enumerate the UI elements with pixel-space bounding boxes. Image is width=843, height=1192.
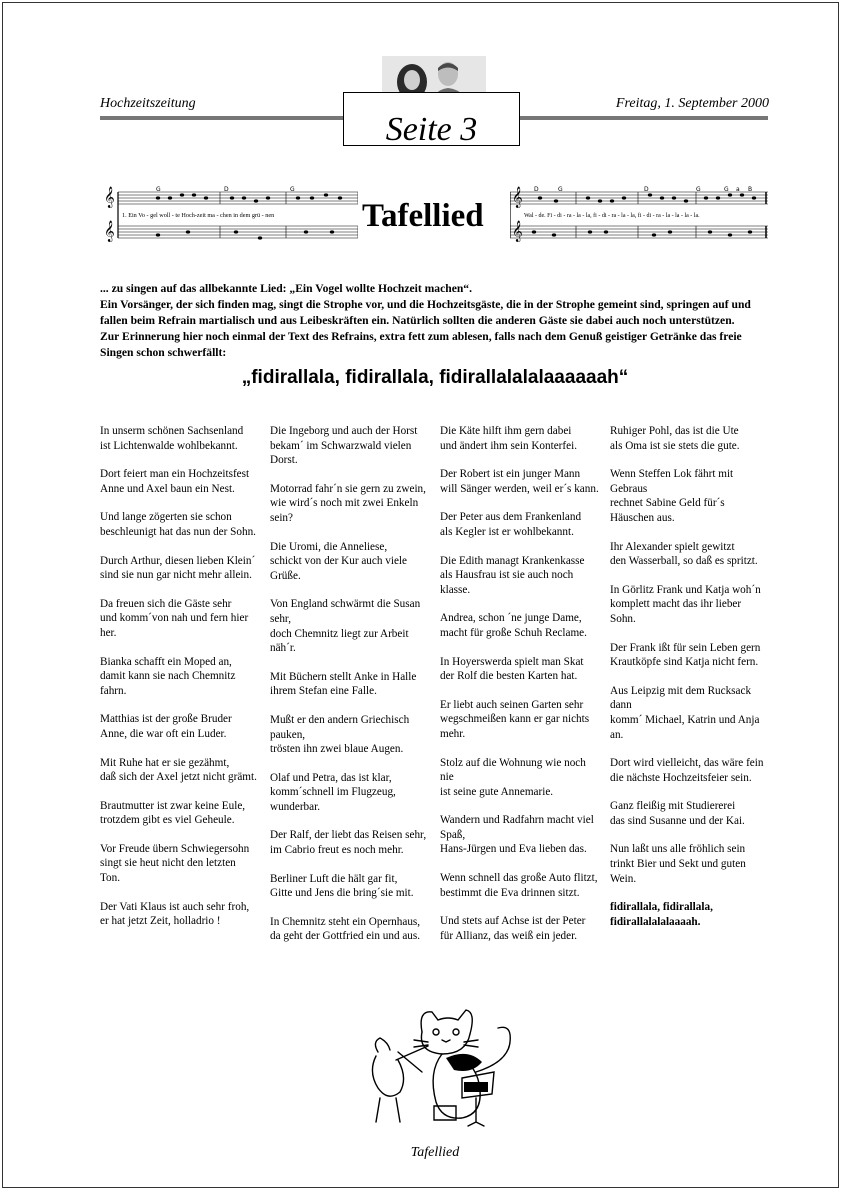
verse-stanza: Matthias ist der große Bruder Anne, die war oft ein Luder. bbox=[100, 713, 232, 740]
verse-stanza: Brautmutter ist zwar keine Eule, trotzdem gibt es viel Geheule. bbox=[100, 799, 246, 827]
newspaper-name: Hochzeitszeitung bbox=[100, 96, 196, 111]
verse-stanza: Und lange zögerten sie schon beschleunigt hat das nun der Sohn. bbox=[100, 511, 256, 538]
verse-stanza: Da freuen sich die Gäste sehr und komm´von nah und fern hier her. bbox=[100, 597, 249, 639]
verse-stanza: Motorrad fahr´n sie gern zu zwein, wie wird´s noch mit zwei Enkeln sein? bbox=[270, 482, 426, 524]
refrain-text: „fidirallala, fidirallala, fidirallalalalaaaaaah“ bbox=[241, 367, 629, 388]
verse-stanza: Berliner Luft die hält gar fit, Gitte und Jens die bring´sie mit. bbox=[270, 872, 414, 900]
verse-stanza: Der Peter aus dem Frankenland als Kegler ist er wohlbekannt. bbox=[440, 511, 582, 538]
verse-stanza: Der Frank ißt für sein Leben gern Krautköpfe sind Katja nicht fern. bbox=[610, 641, 761, 669]
verse-stanza: Ihr Alexander spielt gewitzt den Wasserball, so daß es spritzt. bbox=[610, 540, 758, 568]
verse-stanza: Der Ralf, der liebt das Reisen sehr, im Cabrio freut es noch mehr. bbox=[270, 829, 427, 857]
chord-label: G bbox=[696, 186, 701, 193]
verse-stanza: Die Edith managt Krankenkasse als Hausfrau ist sie auch noch klasse. bbox=[440, 554, 585, 596]
intro-line: ... zu singen auf das allbekannte Lied: „Ein Vogel wollte Hochzeit machen“. bbox=[100, 282, 472, 295]
verse-stanza: Aus Leipzig mit dem Rucksack dann komm´ Michael, Katrin und Anja an. bbox=[610, 684, 760, 741]
verse-column-3 bbox=[440, 424, 600, 957]
chord-label: B bbox=[748, 186, 753, 193]
intro-line: Zur Erinnerung hier noch einmal der Text des Refrains, extra fett zum ablesen, falls nach dem Genuß geistiger Getränke das freie Singen schon schwerfällt: bbox=[100, 330, 742, 359]
verse-stanza: Mit Ruhe hat er sie gezähmt, daß sich der Axel jetzt nicht grämt. bbox=[100, 756, 257, 784]
issue-date: Freitag, 1. September 2000 bbox=[615, 96, 769, 111]
verse-stanza: Olaf und Petra, das ist klar, komm´schnell im Flugzeug, wunderbar. bbox=[270, 771, 396, 813]
verse-stanza: Stolz auf die Wohnung wie noch nie ist seine gute Annemarie. bbox=[440, 756, 586, 798]
verse-stanza: Andrea, schon ´ne junge Dame, macht für große Schuh Reclame. bbox=[440, 612, 587, 639]
verse-stanza: In Görlitz Frank und Katja woh´n komplett macht das ihr lieber Sohn. bbox=[610, 583, 761, 625]
page-title: Seite 3 bbox=[385, 111, 478, 148]
verse-stanza: Und stets auf Achse ist der Peter für Allianz, das weiß ein jeder. bbox=[440, 915, 586, 942]
cat-musicians-illustration bbox=[358, 1002, 528, 1132]
verse-stanza: Wenn Steffen Lok fährt mit Gebraus rechnet Sabine Geld für´s Häuschen aus. bbox=[610, 468, 734, 524]
song-intro bbox=[100, 281, 770, 361]
verse-column-1 bbox=[100, 424, 260, 943]
verse-stanza: Dort wird vielleicht, das wäre fein die nächste Hochzeitsfeier sein. bbox=[610, 757, 764, 784]
chord-label: G bbox=[558, 186, 563, 193]
intro-line: Ein Vorsänger, der sich finden mag, singt die Strophe vor, und die Hochzeitsgäste, die in der Strophe gemeint sind, springen auf und fallen beim Refrain martialisch und aus Leibeskräften ein. Natürlich sollten die anderen Gäste sie dabei auch noch unterstützen. bbox=[100, 298, 751, 327]
verse-stanza: Dort feiert man ein Hochzeitsfest Anne und Axel baun ein Nest. bbox=[100, 468, 250, 495]
verse-stanza: Nun laßt uns alle fröhlich sein trinkt Bier und Sekt und guten Wein. bbox=[610, 843, 746, 885]
chord-label: a bbox=[736, 186, 740, 193]
song-title: Tafellied bbox=[362, 198, 484, 234]
verse-stanza: Die Ingeborg und auch der Horst bekam´ im Schwarzwald vielen Dorst. bbox=[270, 425, 418, 467]
verse-stanza: Wenn schnell das große Auto flitzt, bestimmt die Eva drinnen sitzt. bbox=[440, 872, 598, 899]
illustration-caption: Tafellied bbox=[410, 1145, 460, 1160]
verse-stanza: In Chemnitz steht ein Opernhaus, da geht der Gottfried ein und aus. bbox=[270, 915, 421, 943]
verse-column-4 bbox=[610, 424, 770, 943]
chord-label: D bbox=[534, 186, 539, 193]
verse-stanza: Von England schwärmt die Susan sehr, doch Chemnitz liegt zur Arbeit näh´r. bbox=[270, 598, 421, 655]
verse-stanza: Er liebt auch seinen Garten sehr wegschmeißen kann er gar nichts mehr. bbox=[440, 698, 590, 740]
chord-label: G bbox=[290, 186, 295, 193]
svg-text:𝄞: 𝄞 bbox=[104, 221, 115, 242]
verse-stanza: Die Uromi, die Anneliese, schickt von der Kur auch viele Grüße. bbox=[270, 540, 407, 582]
verse-stanza: Ganz fleißig mit Studiererei das sind Susanne und der Kai. bbox=[610, 800, 745, 827]
sheet-music-left bbox=[100, 186, 358, 246]
verse-stanza: In Hoyerswerda spielt man Skat der Rolf die besten Karten hat. bbox=[440, 655, 584, 683]
verse-stanza: Durch Arthur, diesen lieben Klein´ sind sie nun gar nicht mehr allein. bbox=[100, 554, 256, 582]
verse-stanza: Wandern und Radfahrn macht viel Spaß, Hans-Jürgen und Eva lieben das. bbox=[440, 814, 594, 856]
verse-stanza: Der Vati Klaus ist auch sehr froh, er hat jetzt Zeit, holladrio ! bbox=[100, 900, 250, 928]
verse-stanza: Die Käte hilft ihm gern dabei und ändert ihm sein Konterfei. bbox=[440, 425, 578, 452]
verse-stanza: Mit Büchern stellt Anke in Halle ihrem Stefan eine Falle. bbox=[270, 670, 417, 698]
svg-text:𝄞: 𝄞 bbox=[104, 187, 115, 208]
column-refrain: fidirallala, fidirallala, fidirallalalalaaaah. bbox=[610, 901, 713, 928]
verse-column-2 bbox=[270, 424, 430, 958]
verse-stanza: Der Robert ist ein junger Mann will Sänger werden, weil er´s kann. bbox=[440, 468, 599, 495]
chord-label: G bbox=[156, 186, 161, 193]
verse-stanza: Bianka schafft ein Moped an, damit kann sie nach Chemnitz fahrn. bbox=[100, 655, 236, 697]
verse-stanza: Vor Freude übern Schwiegersohn singt sie heut nicht den letzten Ton. bbox=[100, 842, 250, 885]
verse-stanza: In unserm schönen Sachsenland ist Lichtenwalde wohlbekannt. bbox=[100, 425, 244, 452]
verse-stanza: Mußt er den andern Griechisch pauken, trösten ihn zwei blaue Augen. bbox=[270, 713, 410, 756]
svg-text:𝄞: 𝄞 bbox=[512, 187, 523, 208]
verse-stanza: Ruhiger Pohl, das ist die Ute als Oma ist sie stets die gute. bbox=[610, 425, 740, 452]
svg-text:𝄞: 𝄞 bbox=[512, 221, 523, 242]
song-lyrics-line: 1. Ein Vo - gel woll - te Hoch-zeit ma - chen in dem grü - nen bbox=[122, 212, 275, 219]
song-lyrics-line: Wal - de. Fi - di - ra - la - la, fi - di - ra - la - la, fi - di - ra - la - la - la - la. bbox=[524, 213, 700, 219]
chord-label: D bbox=[644, 186, 649, 193]
sheet-music-right bbox=[510, 186, 770, 246]
chord-label: G bbox=[724, 186, 729, 193]
chord-label: D bbox=[224, 186, 229, 193]
